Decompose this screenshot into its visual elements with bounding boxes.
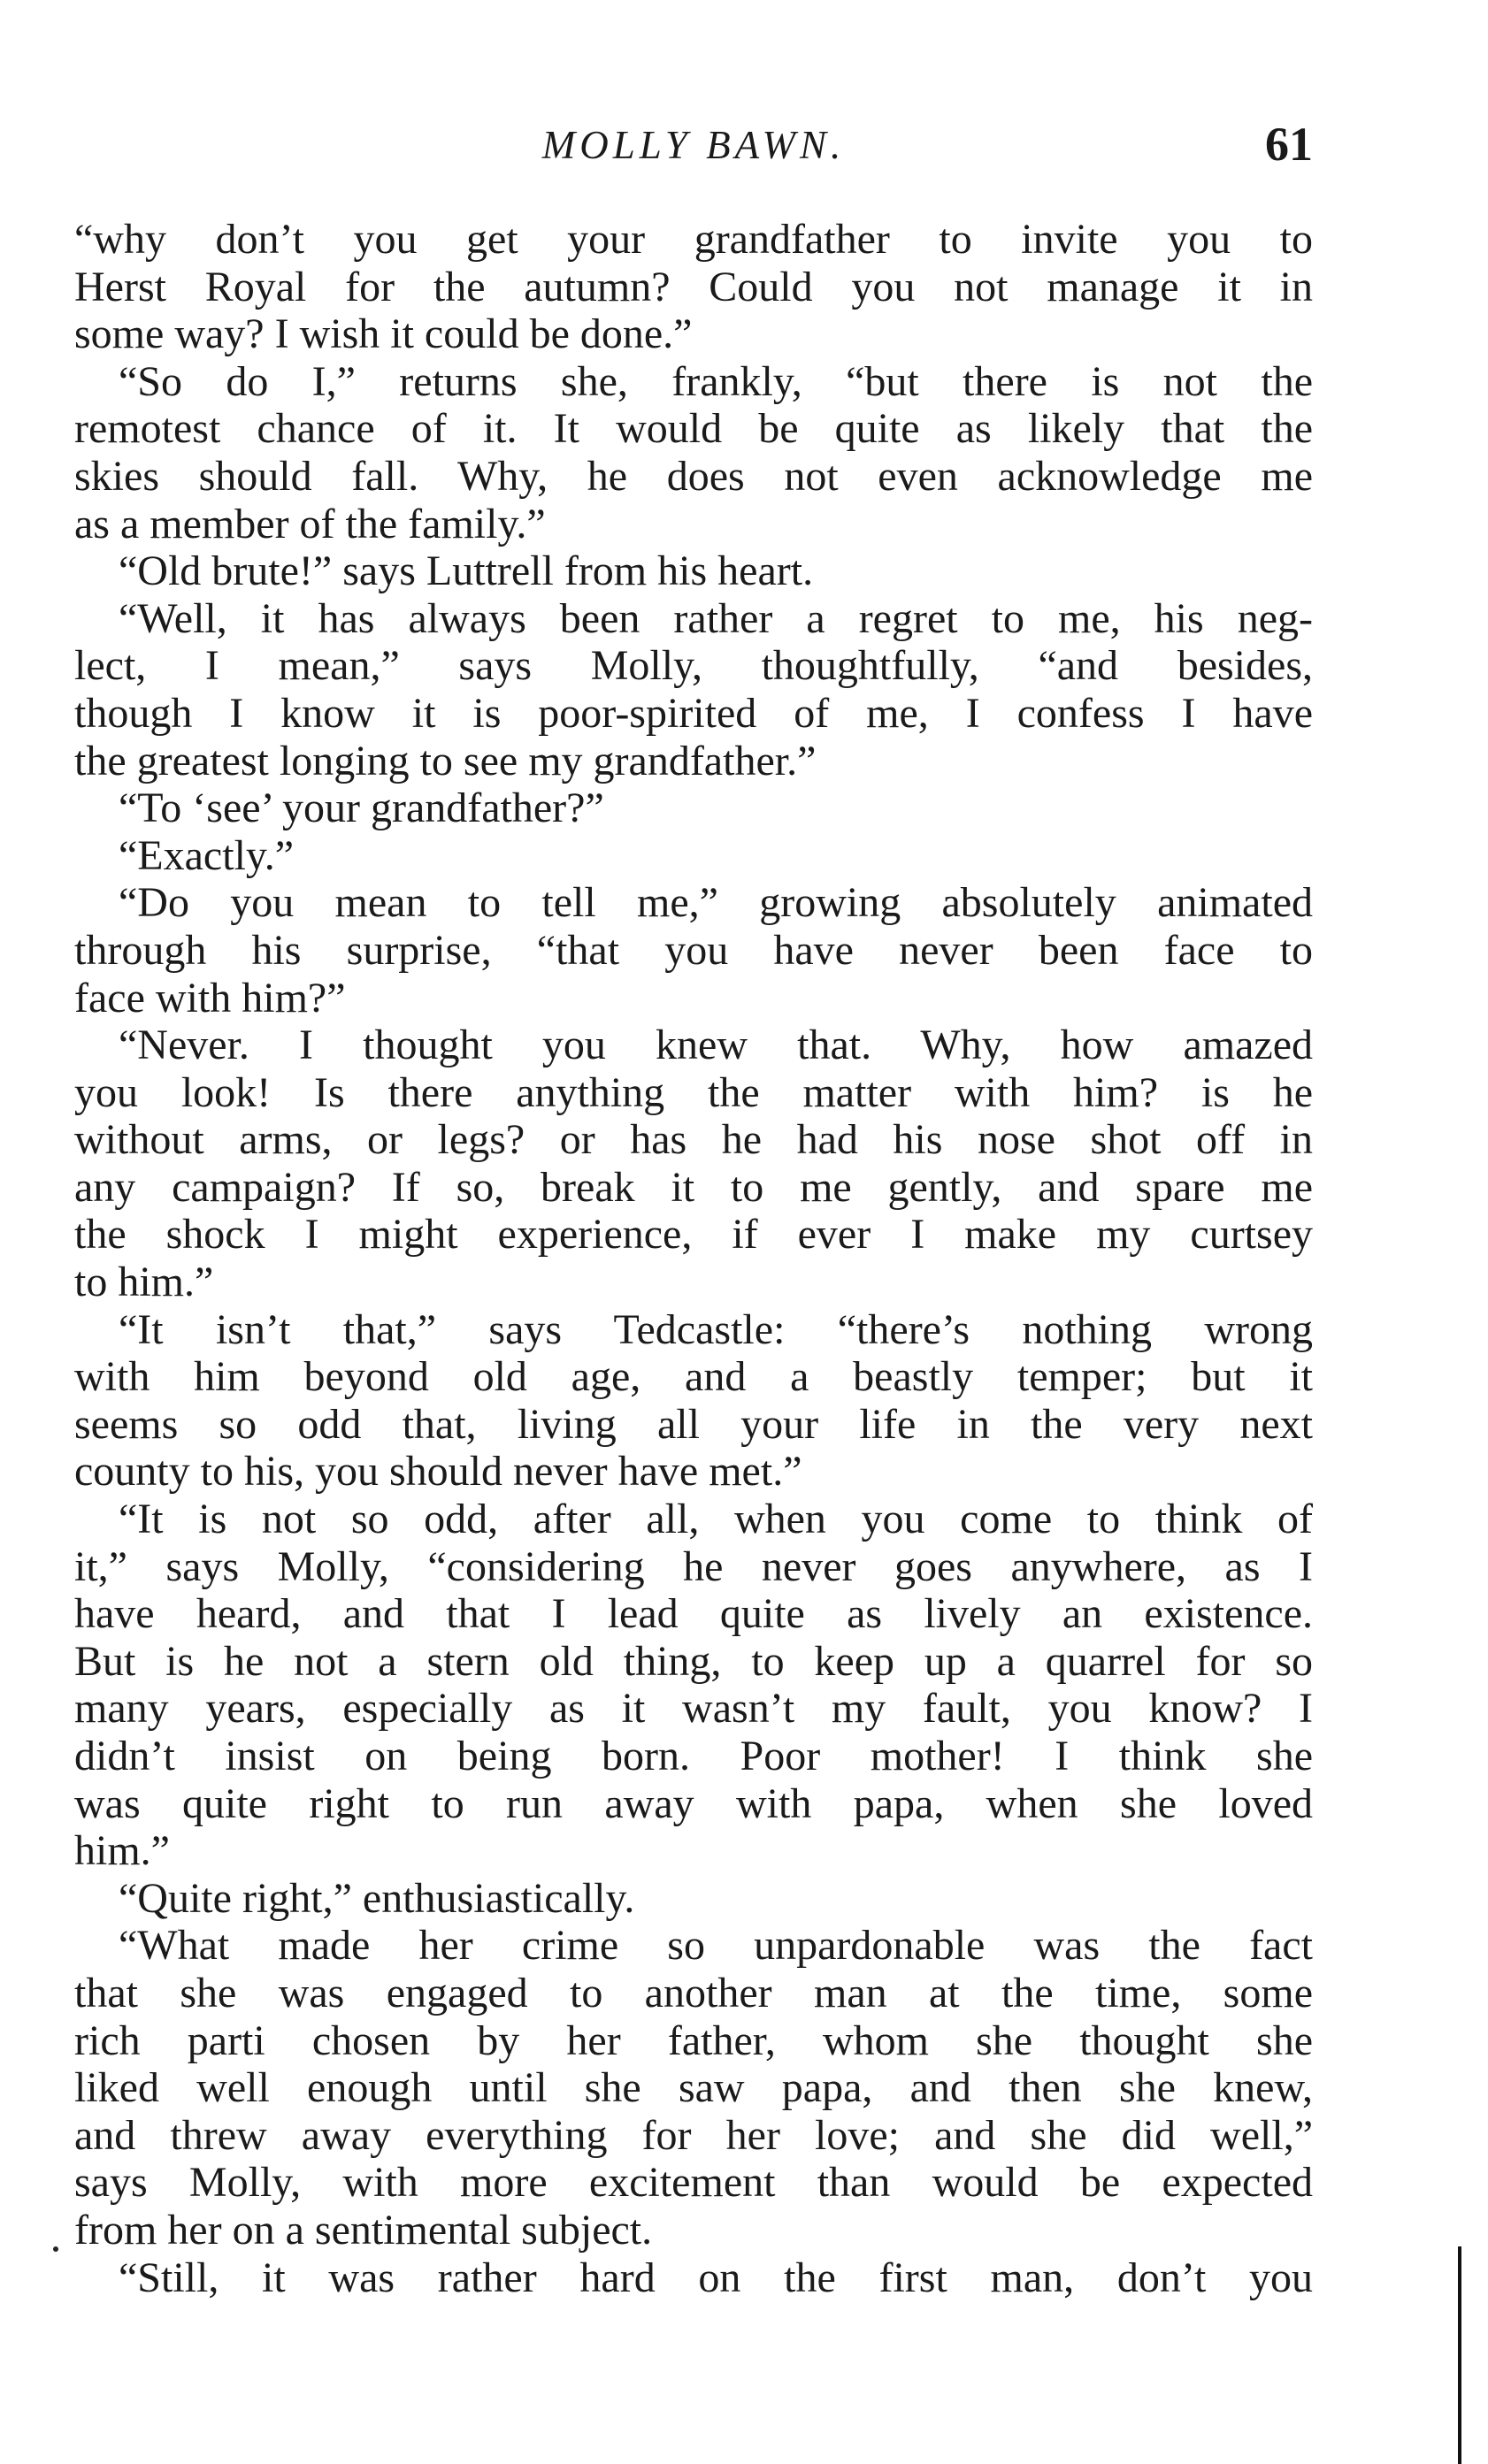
text-line: seems so odd that, living all your life in the very next <box>74 1400 1313 1448</box>
text-line: But is he not a stern old thing, to keep up a quarrel for so <box>74 1637 1313 1685</box>
text-line: says Molly, with more excitement than would be expected <box>74 2159 1313 2207</box>
text-line: have heard, and that I lead quite as lively an existence. <box>74 1590 1313 1638</box>
text-line: the shock I might experience, if ever I make my curtsey <box>74 1211 1313 1259</box>
page-number: 61 <box>1265 118 1313 171</box>
text-line: “Well, it has always been rather a regret to me, his neg- <box>119 594 1313 642</box>
text-line: as a member of the family.” <box>74 500 546 547</box>
text-line: “Still, it was rather hard on the first man, don’t you <box>119 2254 1313 2301</box>
text-line: “Exactly.” <box>119 831 295 879</box>
page-header <box>74 117 1313 179</box>
text-line: that she was engaged to another man at the time, some <box>74 1969 1313 2016</box>
body-text <box>74 216 1313 2301</box>
text-line: to him.” <box>74 1259 214 1306</box>
text-line: “Quite right,” enthusiastically. <box>119 1874 635 1922</box>
text-line: “What made her crime so unpardonable was the fact <box>119 1922 1313 1970</box>
text-line: it,” says Molly, “considering he never goes anywhere, as I <box>74 1542 1313 1590</box>
text-line: was quite right to run away with papa, when she loved <box>74 1779 1313 1827</box>
running-title: MOLLY BAWN. <box>541 123 846 167</box>
margin-mark <box>53 2246 58 2252</box>
text-line: the greatest longing to see my grandfather.” <box>74 737 817 784</box>
text-line: “Never. I thought you knew that. Why, how amazed <box>119 1022 1313 1069</box>
text-line: without arms, or legs? or has he had his nose shot off in <box>74 1116 1313 1164</box>
text-line: with him beyond old age, and a beastly temper; but it <box>74 1353 1313 1401</box>
text-line: “It isn’t that,” says Tedcastle: “there’s nothing wrong <box>119 1305 1313 1353</box>
text-line: didn’t insist on being born. Poor mother! I think she <box>74 1733 1313 1779</box>
text-line: and threw away everything for her love; and she did well,” <box>74 2111 1313 2159</box>
text-line: “So do I,” returns she, frankly, “but there is not the <box>119 357 1313 405</box>
text-line: “Do you mean to tell me,” growing absolutely animated <box>119 879 1313 927</box>
text-line: face with him?” <box>74 974 346 1022</box>
text-line: though I know it is poor-spirited of me, I confess I have <box>74 689 1313 737</box>
page-edge-rule <box>1458 2246 1461 2464</box>
text-line: county to his, you should never have met.” <box>74 1448 802 1496</box>
text-line: from her on a sentimental subject. <box>74 2206 653 2254</box>
text-line: him.” <box>74 1827 170 1875</box>
text-line: any campaign? If so, break it to me gently, and spare me <box>74 1163 1313 1211</box>
text-line: remotest chance of it. It would be quite as likely that the <box>74 405 1313 453</box>
text-line: skies should fall. Why, he does not even acknowledge me <box>74 452 1313 500</box>
text-line: you look! Is there anything the matter with him? is he <box>74 1068 1313 1116</box>
text-line: “Old brute!” says Luttrell from his heart. <box>119 547 814 595</box>
text-line: through his surprise, “that you have never been face to <box>74 926 1313 974</box>
text-line: rich parti chosen by her father, whom she thought she <box>74 2016 1313 2064</box>
text-line: “It is not so odd, after all, when you come to think of <box>119 1496 1313 1543</box>
text-line: lect, I mean,” says Molly, thoughtfully, “and besides, <box>74 642 1313 690</box>
text-line: some way? I wish it could be done.” <box>74 310 693 358</box>
text-line: Herst Royal for the autumn? Could you not manage it in <box>74 263 1313 310</box>
text-line: “To ‘see’ your grandfather?” <box>119 784 604 832</box>
text-line: “why don’t you get your grandfather to invite you to <box>74 216 1313 263</box>
text-line: liked well enough until she saw papa, and then she knew, <box>74 2064 1313 2112</box>
text-line: many years, especially as it wasn’t my fault, you know? I <box>74 1685 1313 1733</box>
